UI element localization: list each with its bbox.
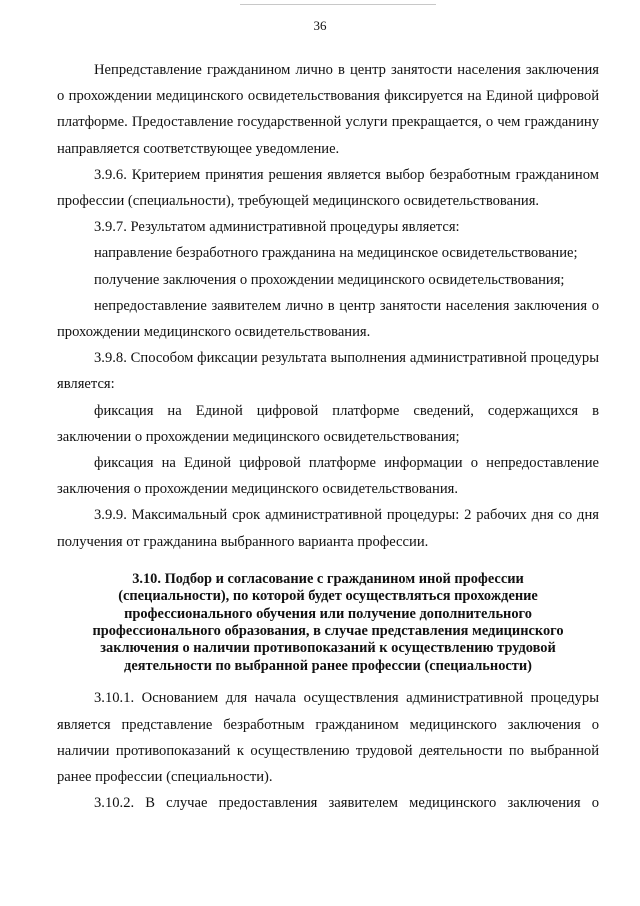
list-item-referral: направление безработного гражданина на медицинское освидетельствование; [94,245,578,262]
paragraph-3-10-1: 3.10.1. Основанием для начала осуществления административной процедуры является представление безработным гражданином медицинского заключения о наличии противопоказаний к осуществлению трудовой деятельности по выбранной ранее профессии (специальности). [57,690,599,785]
paragraph-3-9-7: 3.9.7. Результатом административной процедуры является: [94,219,460,236]
list-item-receipt: получение заключения о прохождении медицинского освидетельствования; [94,271,565,288]
paragraph-3-9-8: 3.9.8. Способом фиксации результата выполнения административной процедуры является: [57,350,599,393]
list-item-nonsubmission: непредоставление заявителем лично в центр занятости населения заключения о прохождении медицинского освидетельствования. [57,297,599,341]
paragraph-3-9-9: 3.9.9. Максимальный срок административной процедуры: 2 рабочих дня со дня получения от гражданина выбранного варианта профессии. [57,507,599,550]
paragraph-3-10-2: 3.10.2. В случае предоставления заявителем медицинского заключения о [94,795,599,812]
list-item-fixation-nonsubmission: фиксация на Единой цифровой платформе информации о непредоставление заключения о прохождении медицинского освидетельствования. [57,455,599,498]
paragraph-3-9-6: 3.9.6. Критерием принятия решения является выбор безработным гражданином профессии (специальности), требующей медицинского освидетельствования. [57,166,599,210]
page-number: 36 [313,18,327,33]
top-rule [240,4,436,5]
section-heading-3-10: 3.10. Подбор и согласование с гражданином иной профессии (специальности), по которой будет осуществляться прохождение профессионального обучения или получение дополнительного профессионального образования, в случае представления медицинского заключения о наличии противопоказаний к осуществлению трудовой деятельности по выбранной ранее профессии (специальности) [92,570,564,674]
page-body [57,57,599,816]
list-item-fixation-info: фиксация на Единой цифровой платформе сведений, содержащихся в заключении о прохождении медицинского освидетельствования; [57,402,599,445]
paragraph-nonsubmission: Непредставление гражданином лично в центр занятости населения заключения о прохождении медицинского освидетельствования фиксируется на Единой цифровой платформе. Предоставление государственной услуги прекращается, о чем гражданину направляется соответствующее уведомление. [57,62,599,157]
